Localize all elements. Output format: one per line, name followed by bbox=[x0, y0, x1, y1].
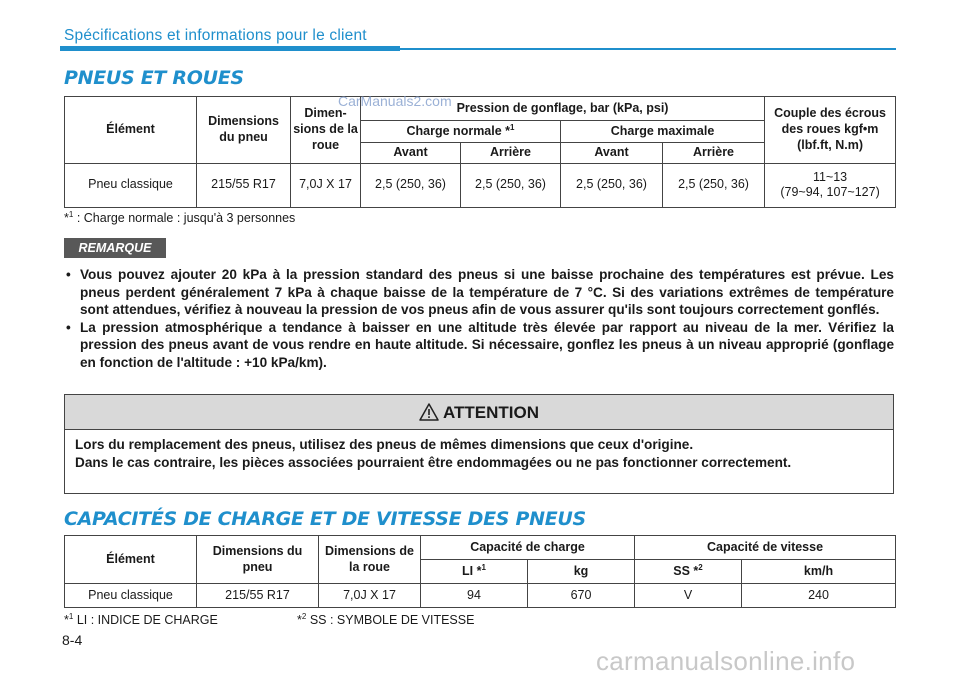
col-header-dimensions: Dimensions du pneu bbox=[197, 97, 291, 164]
col-header-dimensions-roue: Dimensions de la roue bbox=[319, 536, 421, 584]
attention-line1: Lors du remplacement des pneus, utilisez des pneus de mêmes dimensions que ceux d'origine. bbox=[75, 437, 694, 452]
footnote-mark: * bbox=[64, 211, 69, 226]
watermark-top: CarManuals2.com bbox=[338, 93, 452, 109]
footnote-text: LI : INDICE DE CHARGE bbox=[76, 613, 218, 628]
sub-header-ss-text: SS * bbox=[673, 564, 699, 579]
cell-element: Pneu classique bbox=[65, 163, 197, 207]
attention-box bbox=[64, 394, 894, 494]
sub-header-ss bbox=[635, 560, 742, 584]
cell-kmh: 240 bbox=[742, 584, 896, 608]
footnote-charge-normale bbox=[64, 210, 295, 225]
header-rule-thick bbox=[60, 46, 400, 51]
cell-roue: 7,0J X 17 bbox=[291, 163, 361, 207]
page-number: 8-4 bbox=[62, 632, 83, 648]
attention-title-wrap bbox=[65, 395, 893, 431]
footnote-ref-1: 1 bbox=[481, 563, 486, 573]
sub-header-li-text: LI * bbox=[462, 564, 482, 579]
col-header-element: Élément bbox=[65, 536, 197, 584]
capacity-table bbox=[64, 535, 896, 608]
cell-pression-max-arriere: 2,5 (250, 36) bbox=[663, 163, 765, 207]
sub-header-arriere: Arrière bbox=[663, 143, 765, 163]
attention-header bbox=[65, 395, 893, 430]
col-header-capacite-vitesse: Capacité de vitesse bbox=[635, 536, 896, 560]
list-item: • Vous pouvez ajouter 20 kPa à la pression standard des pneus si une baisse prochaine des températures est prévue. Les pneus perdent généralement 7 kPa à chaque baisse de la température de 7 °C. Si des variations extrêmes de température sont attendues, vérifiez à nouveau la pression de vos pneus afin de vous assurer qu'ils sont toujours correctement gonflés. bbox=[64, 266, 894, 319]
sub-header-kmh: km/h bbox=[742, 560, 896, 584]
cell-couple-line1: 11~13 bbox=[812, 169, 848, 184]
cell-pression-normale-arriere: 2,5 (250, 36) bbox=[461, 163, 561, 207]
attention-body bbox=[75, 437, 885, 473]
cell-dimensions: 215/55 R17 bbox=[197, 163, 291, 207]
section-title-pneus-roues: PNEUS ET ROUES bbox=[64, 67, 244, 89]
list-item: • La pression atmosphérique a tendance à baisser en une altitude très élevée par rapport au niveau de la mer. Vérifiez la pression des pneus avant de vous rendre en haute altitude. Si nécessaire, gonflez les pneus à un niveau approprié (gonflage en fonction de l'altitude : +10 kPa/km). bbox=[64, 319, 894, 372]
footnote-ss bbox=[297, 612, 474, 627]
footnote-ref-2: 2 bbox=[698, 563, 703, 573]
cell-kg: 670 bbox=[528, 584, 635, 608]
footnote-mark: * bbox=[297, 613, 302, 628]
col-header-capacite-charge: Capacité de charge bbox=[421, 536, 635, 560]
tire-spec-table bbox=[64, 96, 896, 208]
remarque-list bbox=[64, 266, 894, 372]
sub-header-li bbox=[421, 560, 528, 584]
section-title-capacites: CAPACITÉS DE CHARGE ET DE VITESSE DES PNEUS bbox=[64, 508, 586, 530]
cell-dimensions: 215/55 R17 bbox=[197, 584, 319, 608]
table-row bbox=[65, 163, 896, 207]
warning-triangle-icon bbox=[419, 403, 439, 421]
sub-header-arriere: Arrière bbox=[461, 143, 561, 163]
attention-line2: Dans le cas contraire, les pièces associées pourraient être endommagées ou ne pas fonctionner correctement. bbox=[75, 455, 792, 470]
cell-ss: V bbox=[635, 584, 742, 608]
col-header-couple: Couple des écrous des roues kgf•m (lbf.ft, N.m) bbox=[765, 97, 896, 164]
footnote-ref-1: 1 bbox=[510, 123, 515, 133]
footnote-li bbox=[64, 612, 218, 627]
header-rule-thin bbox=[400, 48, 896, 50]
footnote-sup: 2 bbox=[301, 612, 307, 621]
col-header-dimensions-roue: Dimen-sions de la roue bbox=[291, 97, 361, 164]
sub-header-charge-maximale: Charge maximale bbox=[561, 121, 765, 143]
watermark-bottom: carmanualsonline.info bbox=[596, 646, 856, 676]
cell-pression-max-avant: 2,5 (250, 36) bbox=[561, 163, 663, 207]
sub-header-avant: Avant bbox=[361, 143, 461, 163]
sub-header-kg: kg bbox=[528, 560, 635, 584]
col-header-element: Élément bbox=[65, 97, 197, 164]
page-header-title: Spécifications et informations pour le client bbox=[64, 27, 367, 44]
cell-element: Pneu classique bbox=[65, 584, 197, 608]
footnote-text: SS : SYMBOLE DE VITESSE bbox=[309, 613, 475, 628]
footnote-sup: 1 bbox=[68, 210, 74, 219]
attention-title: ATTENTION bbox=[442, 403, 539, 422]
col-header-dimensions: Dimensions du pneu bbox=[197, 536, 319, 584]
col-header-pression: Pression de gonflage, bar (kPa, psi) bbox=[361, 97, 765, 121]
footnote-sup: 1 bbox=[68, 612, 74, 621]
sub-header-charge-normale-text: Charge normale * bbox=[406, 124, 511, 139]
cell-pression-normale-avant: 2,5 (250, 36) bbox=[361, 163, 461, 207]
remarque-badge: REMARQUE bbox=[64, 238, 166, 258]
footnote-text: : Charge normale : jusqu'à 3 personnes bbox=[76, 211, 296, 226]
cell-li: 94 bbox=[421, 584, 528, 608]
cell-couple bbox=[765, 163, 896, 207]
sub-header-charge-normale bbox=[361, 121, 561, 143]
sub-header-avant: Avant bbox=[561, 143, 663, 163]
cell-roue: 7,0J X 17 bbox=[319, 584, 421, 608]
cell-couple-line2: (79~94, 107~127) bbox=[780, 185, 880, 200]
table-row bbox=[65, 584, 896, 608]
footnote-mark: * bbox=[64, 613, 69, 628]
